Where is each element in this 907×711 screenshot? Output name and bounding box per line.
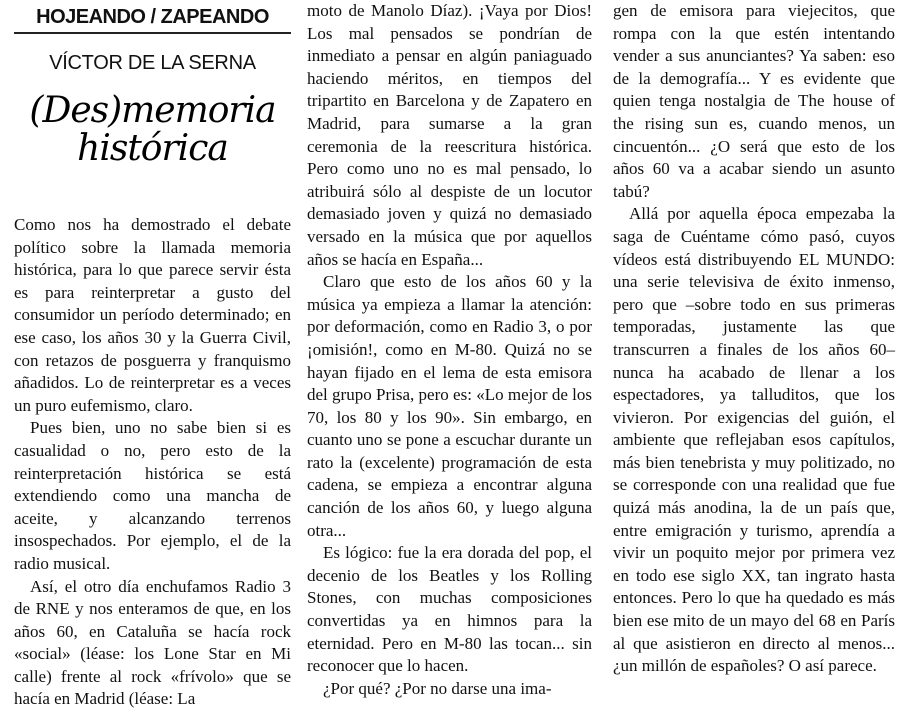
headline-line-1: (Des)memoria [14,92,291,130]
paragraph: Pues bien, uno no sabe bien si es casualidad o no, pero esto de la reinterpretación histórica se está extendiendo como una mancha de aceite, y alcanzando terrenos insospechados. Por ejemplo, el de la radio musical. [14,417,291,575]
paragraph: Como nos ha demostrado el debate político sobre la llamada memoria histórica, para lo que parece servir ésta es para reinterpretar a gusto del consumidor un período determinado; en ese caso, los años 30 y la Guerra Civil, con retazos de posguerra y franquismo añadidos. Lo de reinterpretar es a veces un puro eufemismo, claro. [14,214,291,417]
paragraph: Así, el otro día enchufamos Radio 3 de RNE y nos enteramos de que, en los años 60, en Cataluña se hacía rock «social» (léase: los Lone Star en Mi calle) frente al rock «frívolo» que se hacía en Madrid (léase: La [14,576,291,711]
column-1 [14,0,291,691]
author-byline: VÍCTOR DE LA SERNA [14,52,291,75]
headline [14,92,291,168]
column-3 [613,0,895,691]
section-title: HOJEANDO / ZAPEANDO [14,6,291,34]
paragraph: Allá por aquella época empezaba la saga de Cuéntame cómo pasó, cuyos vídeos está distribuyendo EL MUNDO: una serie televisiva de éxito inmenso, pero que –sobre todo en sus primeras temporadas, justamente las que transcurren a finales de los años 60– nunca ha acabado de llenar a los espectadores, ya talluditos, que los vivieron. Por exigencias del guión, el ambiente que reflejaban esos capítulos, más bien tenebrista y muy politizado, no se corresponde con una realidad que fue quizá más anodina, la de un país que, entre emigración y turismo, aprendía a vivir un poquito mejor por primera vez en todo ese siglo XX, tan ingrato hasta entonces. Pero lo que ha quedado es más bien ese mito de un mayo del 68 en París al que asistieron en directo al menos... ¿un millón de españoles? O así parece. [613,203,895,677]
paragraph: Claro que esto de los años 60 y la música ya empieza a llamar la atención: por deformación, como en Radio 3, o por ¡omisión!, como en M-80. Quizá no se hayan fijado en el lema de esta emisora del grupo Prisa, pero es: «Lo mejor de los 70, los 80 y los 90». Sin embargo, en cuanto uno se pone a escuchar durante un rato la (excelente) programación de esta cadena, se empieza a encontrar alguna canción de los años 60, y luego alguna otra... [307,271,592,542]
paragraph: Es lógico: fue la era dorada del pop, el decenio de los Beatles y los Rolling Stones, con muchas composiciones convertidas ya en himnos para la eternidad. Pero en M-80 las tocan... sin reconocer que lo hacen. [307,542,592,678]
headline-line-2: histórica [14,130,291,168]
article-header [14,6,291,204]
column-2 [307,0,592,691]
paragraph: moto de Manolo Díaz). ¡Vaya por Dios! Los mal pensados se pondrían de inmediato a pensar en algún paniaguado haciendo méritos, en tiempos del tripartito en Barcelona y de Zapatero en Madrid, para sumarse a la gran ceremonia de la reescritura histórica. Pero como uno no es mal pensado, lo atribuirá sólo al despiste de un locutor demasiado joven y quizá no demasiado versado en la música que por aquellos años se hacía en España... [307,0,592,271]
paragraph: ¿Por qué? ¿Por no darse una ima- [307,678,592,701]
paragraph: gen de emisora para viejecitos, que rompa con la que estén intentando vender a sus anunciantes? Ya saben: eso de la demografía... Y es evidente que quien tenga nostalgia de The house of the rising sun es, cuando menos, un cincuentón... ¿O será que esto de los años 60 va a acabar siendo un asunto tabú? [613,0,895,203]
